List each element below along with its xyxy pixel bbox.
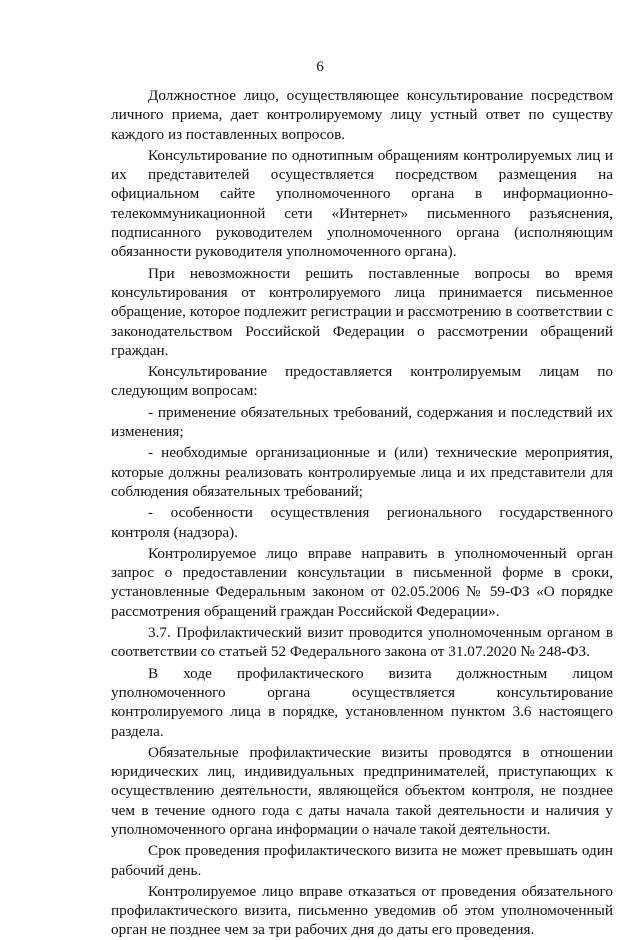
document-body — [111, 86, 613, 940]
paragraph: Контролируемое лицо вправе направить в уполномоченный орган запрос о предоставлении консультации в письменной форме в сроки, установленные Федеральным законом от 02.05.2006 № 59-ФЗ «О порядке рассмотрения обращений граждан Российской Федерации». — [111, 544, 613, 620]
paragraph: Контролируемое лицо вправе отказаться от проведения обязательного профилактического визита, письменно уведомив об этом уполномоченный орган не позднее чем за три рабочих дня до даты его проведения. — [111, 882, 613, 939]
list-item: - необходимые организационные и (или) технические мероприятия, которые должны реализовать контролируемые лица и их представители для соблюдения обязательных требований; — [111, 444, 613, 500]
page-number: 6 — [316, 59, 324, 75]
paragraph: Консультирование по однотипным обращениям контролируемых лиц и их представителей осуществляется посредством размещения на официальном сайте уполномоченного органа в информационно-телекоммуникационной сети «Интернет» письменного разъяснения, подписанного руководителем уполномоченного органа (исполняющим обязанности руководителя уполномоченного органа). — [111, 146, 613, 261]
list-item: - применение обязательных требований, содержания и последствий их изменения; — [111, 403, 613, 441]
paragraph: Обязательные профилактические визиты проводятся в отношении юридических лиц, индивидуальных предпринимателей, приступающих к осуществлению деятельности, являющейся объектом контроля, не позднее чем в течение одного года с даты начала такой деятельности и наличия у уполномоченного органа информации о начале такой деятельности. — [111, 743, 613, 838]
section-paragraph: 3.7. Профилактический визит проводится уполномоченным органом в соответствии со статьей 52 Федерального закона от 31.07.2020 № 248-ФЗ. — [111, 624, 613, 661]
paragraph: Срок проведения профилактического визита не может превышать один рабочий день. — [111, 842, 613, 879]
paragraph: В ходе профилактического визита должностным лицом уполномоченного органа осуществляется консультирование контролируемого лица в порядке, установленном пунктом 3.6 настоящего раздела. — [111, 664, 613, 740]
list-item: - особенности осуществления регионального государственного контроля (надзора). — [111, 504, 613, 541]
paragraph: Консультирование предоставляется контролируемым лицам по следующим вопросам: — [111, 363, 613, 400]
paragraph: При невозможности решить поставленные вопросы во время консультирования от контролируемого лица принимается письменное обращение, которое подлежит регистрации и рассмотрению в соответствии с законодательством Российской Федерации о рассмотрении обращений граждан. — [111, 264, 613, 359]
paragraph: Должностное лицо, осуществляющее консультирование посредством личного приема, дает контролируемому лицу устный ответ по существу каждого из поставленных вопросов. — [111, 87, 613, 143]
